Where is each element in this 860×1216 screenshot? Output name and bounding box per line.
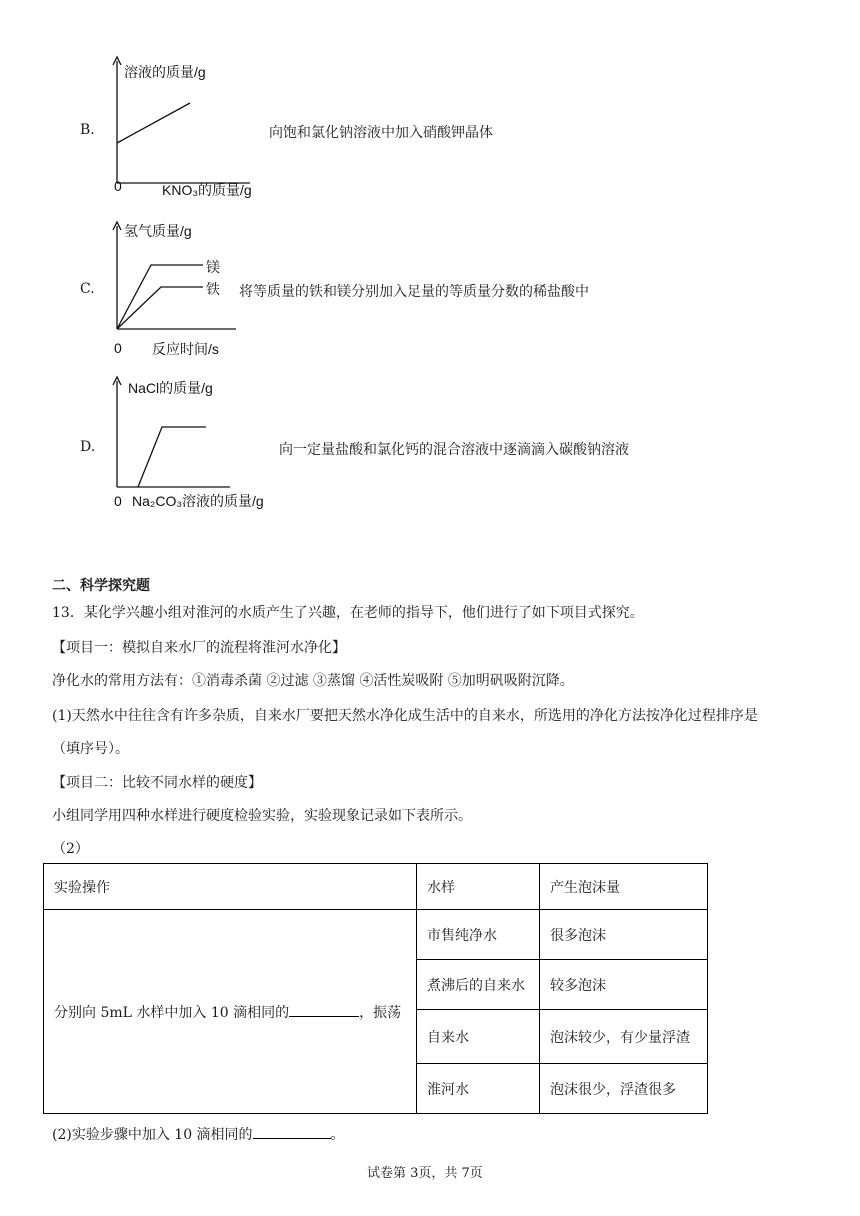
origin-label: 0 <box>114 340 122 356</box>
q2-answer-blank[interactable] <box>253 1138 331 1139</box>
foam-cell: 较多泡沫 <box>540 960 708 1010</box>
sample-cell: 淮河水 <box>417 1064 540 1114</box>
q13-intro: 13．某化学兴趣小组对淮河的水质产生了兴趣，在老师的指导下，他们进行了如下项目式探究。 <box>52 605 644 621</box>
header-operation: 实验操作 <box>44 864 417 910</box>
header-sample: 水样 <box>417 864 540 910</box>
section-title: 二、科学探究题 <box>52 578 150 594</box>
table-header-row <box>44 864 708 910</box>
q2-marker: （2） <box>52 841 89 857</box>
header-foam: 产生泡沫量 <box>540 864 708 910</box>
sample-cell: 市售纯净水 <box>417 910 540 960</box>
q2-end: 。 <box>330 1127 345 1143</box>
origin-label: 0 <box>114 493 122 509</box>
q1-line-1: (1)天然水中往往含有许多杂质，自来水厂要把天然水净化成生活中的自来水，所选用的净化方法按净化过程排序是 <box>52 708 758 724</box>
option-b-text: 向饱和氯化钠溶液中加入硝酸钾晶体 <box>269 125 493 141</box>
q2-question <box>52 1124 345 1144</box>
project-one-heading: 【项目一：模拟自来水厂的流程将淮河水净化】 <box>52 640 346 656</box>
page-footer: 试卷第 3页，共 7页 <box>367 1166 483 1181</box>
q2-text: (2)实验步骤中加入 10 滴相同的 <box>52 1127 253 1143</box>
experiment-table <box>43 863 708 1114</box>
option-c-letter: C. <box>80 281 95 297</box>
y-axis-label: 氢气质量/g <box>124 223 192 239</box>
option-c-text: 将等质量的铁和镁分别加入足量的等质量分数的稀盐酸中 <box>239 284 589 300</box>
operation-suffix: ，振荡 <box>359 1004 402 1021</box>
series-line <box>138 427 206 487</box>
purification-methods: 净化水的常用方法有：①消毒杀菌 ②过滤 ③蒸馏 ④活性炭吸附 ⑤加明矾吸附沉降。 <box>52 673 574 689</box>
experiment-description: 小组同学用四种水样进行硬度检验实验，实验现象记录如下表所示。 <box>52 808 472 824</box>
operation-cell <box>44 910 417 1114</box>
foam-cell: 泡沫较少，有少量浮渣 <box>540 1010 708 1064</box>
line-label-mg: 镁 <box>206 259 220 275</box>
option-d-letter: D. <box>80 439 96 455</box>
option-d-graph <box>100 375 290 515</box>
option-b-letter: B. <box>80 122 95 138</box>
x-axis-label: KNO₃的质量/g <box>162 182 252 198</box>
option-d-text: 向一定量盐酸和氯化钙的混合溶液中逐滴滴入碳酸钠溶液 <box>279 442 629 458</box>
table-row <box>44 910 708 960</box>
option-c-graph <box>100 218 250 363</box>
foam-cell: 泡沫很少，浮渣很多 <box>540 1064 708 1114</box>
x-axis-label: Na₂CO₃溶液的质量/g <box>132 493 264 509</box>
project-two-heading: 【项目二：比较不同水样的硬度】 <box>52 775 262 791</box>
foam-cell: 很多泡沫 <box>540 910 708 960</box>
y-axis-label: 溶液的质量/g <box>124 64 206 80</box>
origin-label: 0 <box>114 178 122 194</box>
operation-blank[interactable] <box>289 1016 359 1017</box>
q1-line-2: （填序号）。 <box>52 741 129 757</box>
option-b-graph <box>100 55 290 205</box>
x-axis-label: 反应时间/s <box>152 341 219 357</box>
series-line-mg <box>117 265 203 329</box>
y-axis-label: NaCl的质量/g <box>128 380 213 396</box>
sample-cell: 自来水 <box>417 1010 540 1064</box>
operation-prefix: 分别向 5mL 水样中加入 10 滴相同的 <box>54 1004 290 1021</box>
sample-cell: 煮沸后的自来水 <box>417 960 540 1010</box>
line-label-fe: 铁 <box>206 281 220 297</box>
series-line <box>117 103 190 143</box>
series-line-fe <box>117 287 203 329</box>
